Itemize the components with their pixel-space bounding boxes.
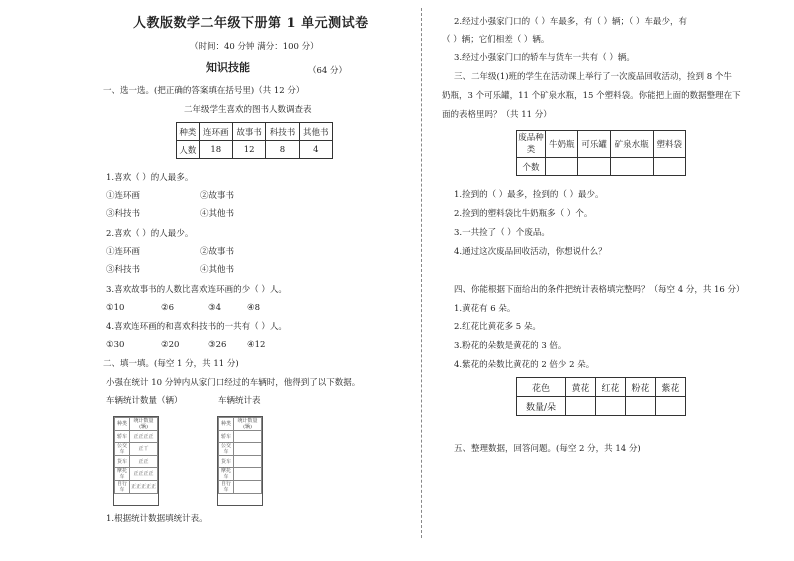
table-cell: 红花 <box>595 378 625 397</box>
q4-condition: 1.黄花有 6 朵。 <box>454 304 516 314</box>
q1-table-title: 二年级学生喜欢的图书人数调查表 <box>184 105 312 115</box>
table-row <box>115 431 158 443</box>
table-cell: 轿车 <box>219 431 234 443</box>
q1-sub4: 4.喜欢连环画的和喜欢科技书的一共有（ ）人。 <box>106 322 287 332</box>
table-cell: 统计数量(辆) <box>130 418 158 431</box>
table-cell: 自行车 <box>219 481 234 494</box>
q4-condition: 2.红花比黄花多 5 朵。 <box>454 322 541 332</box>
q5-heading: 五、整理数据，回答问题。(每空 2 分，共 14 分) <box>454 444 641 454</box>
q1-table <box>176 122 333 159</box>
table-cell: 种类 <box>177 123 200 141</box>
table-cell: 摩托车 <box>219 468 234 481</box>
section-score: （64 分） <box>308 66 348 76</box>
table-cell: 人数 <box>177 141 200 159</box>
table-cell: 公交车 <box>115 443 130 456</box>
table-row <box>177 141 333 159</box>
table-cell: 公交车 <box>219 443 234 456</box>
option: ③4 <box>208 303 222 313</box>
table-cell: 4 <box>299 141 332 159</box>
q1-heading: 一、选一选。(把正确的答案填在括号里)（共 12 分） <box>103 86 305 96</box>
table-cell: 黄花 <box>565 378 595 397</box>
q2-sub2-line1: 2.经过小强家门口的（ ）车最多，有（ ）辆；（ ）车最少，有 <box>454 17 687 27</box>
option: ④其他书 <box>200 265 235 275</box>
mini-table-a-label: 车辆统计数量（辆） <box>106 396 183 406</box>
table-row <box>219 431 262 443</box>
q2-intro: 小强在统计 10 分钟内从家门口经过的车辆时，他得到了以下数据。 <box>106 378 361 388</box>
table-row <box>517 397 686 416</box>
table-row <box>219 443 262 456</box>
table-cell: 正正正正 <box>130 431 158 443</box>
page-title: 人教版数学二年级下册第 1 单元测试卷 <box>133 16 369 31</box>
table-cell: 种类 <box>115 418 130 431</box>
table-cell: 统计数量(辆) <box>234 418 262 431</box>
table-row <box>517 131 686 158</box>
table-row <box>177 123 333 141</box>
table-cell: 塑料袋 <box>653 131 685 158</box>
option: ③科技书 <box>106 209 141 219</box>
table-cell: 牛奶瓶 <box>546 131 578 158</box>
table-cell: 科技书 <box>266 123 299 141</box>
waste-table <box>516 130 686 176</box>
q3-sub1: 1.捡到的（ ）最多，捡到的（ ）最少。 <box>454 190 604 200</box>
table-cell: 数量/朵 <box>517 397 566 416</box>
table-cell: 18 <box>199 141 232 159</box>
q1-sub2: 2.喜欢（ ）的人最少。 <box>106 229 194 239</box>
table-cell <box>565 397 595 416</box>
option: ①连环画 <box>106 191 141 201</box>
mini-table-b-label: 车辆统计表 <box>218 396 261 406</box>
q3-heading-line1: 三、二年级(1)班的学生在活动课上举行了一次废品回收活动，捡到 8 个牛 <box>454 72 732 82</box>
right-column <box>424 0 794 561</box>
section-title: 知识技能 <box>206 61 250 74</box>
q2-sub1: 1.根据统计数据填统计表。 <box>106 514 208 524</box>
table-cell: 轿车 <box>115 431 130 443</box>
table-cell <box>610 158 653 176</box>
flower-table <box>516 377 686 416</box>
table-cell: 正正正正正 <box>130 481 158 494</box>
table-row <box>517 378 686 397</box>
tally-table <box>113 416 159 506</box>
table-cell: 故事书 <box>232 123 265 141</box>
table-cell: 连环画 <box>199 123 232 141</box>
table-cell: 紫花 <box>655 378 685 397</box>
table-row <box>115 443 158 456</box>
option: ②6 <box>161 303 175 313</box>
option: ②故事书 <box>200 247 235 257</box>
q3-sub4: 4.通过这次废品回收活动，你想说什么？ <box>454 247 607 257</box>
q2-sub3: 3.经过小强家门口的轿车与货车一共有（ ）辆。 <box>454 53 635 63</box>
option: ②故事书 <box>200 191 235 201</box>
q3-heading-line3: 面的表格里吗？（共 11 分） <box>442 110 552 120</box>
table-cell: 个数 <box>517 158 546 176</box>
table-row <box>115 468 158 481</box>
q1-sub1: 1.喜欢（ ）的人最多。 <box>106 173 194 183</box>
exam-time-info: （时间：40 分钟 满分：100 分） <box>190 42 319 52</box>
option: ①连环画 <box>106 247 141 257</box>
table-cell: 正丅 <box>130 443 158 456</box>
table-cell: 其他书 <box>299 123 332 141</box>
q1-sub3: 3.喜欢故事书的人数比喜欢连环画的少（ ）人。 <box>106 285 287 295</box>
table-row <box>219 468 262 481</box>
table-cell <box>234 468 262 481</box>
table-cell: 摩托车 <box>115 468 130 481</box>
table-cell <box>234 481 262 494</box>
table-cell <box>625 397 655 416</box>
table-cell: 8 <box>266 141 299 159</box>
table-cell <box>653 158 685 176</box>
table-cell: 自行车 <box>115 481 130 494</box>
table-cell: 货车 <box>219 456 234 468</box>
option: ④8 <box>247 303 261 313</box>
table-row <box>115 418 158 431</box>
table-row <box>219 456 262 468</box>
table-cell: 货车 <box>115 456 130 468</box>
table-cell: 废品种类 <box>517 131 546 158</box>
table-row <box>517 158 686 176</box>
table-cell <box>234 456 262 468</box>
table-cell <box>234 431 262 443</box>
q4-heading: 四、你能根据下面给出的条件把统计表格填完整吗？（每空 4 分，共 16 分） <box>454 285 745 295</box>
option: ④12 <box>247 340 266 350</box>
table-cell <box>234 443 262 456</box>
option: ①30 <box>106 340 125 350</box>
table-row <box>219 481 262 494</box>
table-cell <box>655 397 685 416</box>
q3-sub3: 3.一共捡了（ ）个废品。 <box>454 228 550 238</box>
option: ②20 <box>161 340 180 350</box>
q2-heading: 二、填一填。(每空 1 分，共 11 分) <box>103 359 239 369</box>
q3-sub2: 2.捡到的塑料袋比牛奶瓶多（ ）个。 <box>454 209 593 219</box>
option: ③26 <box>208 340 227 350</box>
option: ③科技书 <box>106 265 141 275</box>
table-cell <box>578 158 610 176</box>
table-cell: 正正正正 <box>130 468 158 481</box>
column-divider <box>421 8 422 538</box>
q4-condition: 4.紫花的朵数比黄花的 2 倍少 2 朵。 <box>454 360 595 370</box>
table-cell: 矿泉水瓶 <box>610 131 653 158</box>
vehicle-stat-table <box>217 416 263 506</box>
table-row <box>115 481 158 494</box>
option: ①10 <box>106 303 125 313</box>
table-row <box>115 456 158 468</box>
q3-heading-line2: 奶瓶，3 个可乐罐，11 个矿泉水瓶，15 个塑料袋。你能把上面的数据整理在下 <box>442 91 741 101</box>
table-row <box>219 418 262 431</box>
q2-sub2-line2: （ ）辆；它们相差（ ）辆。 <box>442 35 550 45</box>
q4-condition: 3.粉花的朵数是黄花的 3 倍。 <box>454 341 567 351</box>
table-cell: 正正 <box>130 456 158 468</box>
table-cell <box>595 397 625 416</box>
table-cell: 粉花 <box>625 378 655 397</box>
table-cell: 12 <box>232 141 265 159</box>
table-cell: 可乐罐 <box>578 131 610 158</box>
option: ④其他书 <box>200 209 235 219</box>
table-cell <box>546 158 578 176</box>
table-cell: 种类 <box>219 418 234 431</box>
table-cell: 花色 <box>517 378 566 397</box>
